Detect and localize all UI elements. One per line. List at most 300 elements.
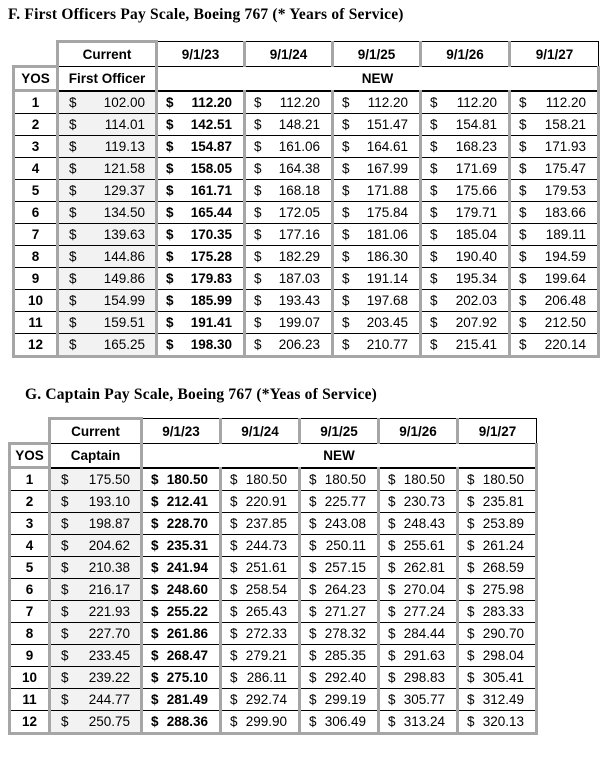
yos-cell: 2 <box>10 491 50 513</box>
new-pay-cell <box>421 268 510 290</box>
currency-symbol: $ <box>69 271 77 286</box>
pay-rate-value: 212.41 <box>166 494 208 509</box>
currency-symbol: $ <box>166 271 174 286</box>
pay-rate-value: 253.89 <box>482 516 524 531</box>
pay-table-row <box>14 202 599 224</box>
pay-rate-value: 243.08 <box>324 516 366 531</box>
pay-rate-value: 235.81 <box>482 494 524 509</box>
currency-symbol: $ <box>309 516 317 531</box>
currency-symbol: $ <box>230 582 238 597</box>
currency-symbol: $ <box>519 271 527 286</box>
pay-rate-value: 248.60 <box>166 582 208 597</box>
currency-symbol: $ <box>230 560 238 575</box>
pay-table-row <box>14 334 599 357</box>
currency-symbol: $ <box>388 560 396 575</box>
currency-symbol: $ <box>166 117 174 132</box>
pay-rate-value: 171.93 <box>544 139 586 154</box>
currency-symbol: $ <box>69 94 77 110</box>
current-pay-cell <box>58 290 157 312</box>
new-pay-cell <box>157 312 245 334</box>
currency-symbol: $ <box>342 117 350 132</box>
new-pay-cell <box>300 468 379 491</box>
pay-rate-value: 233.45 <box>88 648 130 663</box>
new-pay-cell <box>221 711 300 734</box>
new-pay-cell <box>333 290 421 312</box>
new-pay-cell <box>379 579 458 601</box>
pay-rate-value: 275.10 <box>166 670 208 685</box>
current-pay-cell <box>50 468 142 491</box>
pay-table-row <box>10 667 537 689</box>
new-pay-cell <box>300 667 379 689</box>
currency-symbol: $ <box>467 670 475 685</box>
current-pay-cell <box>58 136 157 158</box>
new-pay-cell <box>333 114 421 136</box>
pay-rate-value: 161.71 <box>190 183 232 198</box>
new-pay-cell <box>142 468 221 491</box>
new-pay-cell <box>421 136 510 158</box>
currency-symbol: $ <box>342 139 350 154</box>
pay-rate-value: 180.50 <box>482 471 524 487</box>
current-pay-cell <box>50 645 142 667</box>
new-pay-cell <box>333 246 421 268</box>
currency-symbol: $ <box>61 494 69 509</box>
currency-symbol: $ <box>430 183 438 198</box>
currency-symbol: $ <box>254 227 262 242</box>
current-pay-cell <box>50 623 142 645</box>
pay-rate-value: 220.14 <box>544 337 586 352</box>
currency-symbol: $ <box>166 315 174 330</box>
currency-symbol: $ <box>151 538 159 553</box>
currency-symbol: $ <box>388 494 396 509</box>
new-pay-cell <box>157 180 245 202</box>
new-pay-cell <box>458 623 537 645</box>
pay-rate-value: 168.18 <box>278 183 320 198</box>
yos-cell: 7 <box>10 601 50 623</box>
new-span-header: NEW <box>157 67 599 91</box>
new-pay-cell <box>142 689 221 711</box>
currency-symbol: $ <box>151 670 159 685</box>
currency-symbol: $ <box>61 538 69 553</box>
currency-symbol: $ <box>388 692 396 707</box>
new-pay-cell <box>245 114 333 136</box>
new-pay-cell <box>245 268 333 290</box>
pay-rate-value: 230.73 <box>403 494 445 509</box>
pay-rate-value: 292.40 <box>324 670 366 685</box>
pay-rate-value: 202.03 <box>455 293 497 308</box>
currency-symbol: $ <box>342 94 350 110</box>
new-pay-cell <box>300 689 379 711</box>
new-pay-cell <box>245 224 333 246</box>
currency-symbol: $ <box>467 626 475 641</box>
pay-rate-value: 198.87 <box>88 516 130 531</box>
pay-rate-value: 305.41 <box>482 670 524 685</box>
pay-rate-value: 288.36 <box>166 714 208 729</box>
pay-rate-value: 183.66 <box>544 205 586 220</box>
new-pay-cell <box>245 136 333 158</box>
currency-symbol: $ <box>519 94 527 110</box>
yos-cell: 7 <box>14 224 58 246</box>
pay-table-row <box>14 114 599 136</box>
currency-symbol: $ <box>166 227 174 242</box>
new-pay-cell <box>142 601 221 623</box>
pay-rate-value: 275.98 <box>482 582 524 597</box>
currency-symbol: $ <box>309 670 317 685</box>
yos-cell: 11 <box>10 689 50 711</box>
pay-rate-value: 171.69 <box>455 161 497 176</box>
currency-symbol: $ <box>230 714 238 729</box>
new-pay-cell <box>379 667 458 689</box>
currency-symbol: $ <box>388 648 396 663</box>
current-pay-cell <box>58 334 157 357</box>
new-pay-cell <box>333 312 421 334</box>
pay-rate-value: 194.59 <box>544 249 586 264</box>
currency-symbol: $ <box>309 560 317 575</box>
currency-symbol: $ <box>61 560 69 575</box>
currency-symbol: $ <box>230 626 238 641</box>
pay-rate-value: 177.16 <box>278 227 320 242</box>
new-pay-cell <box>379 711 458 734</box>
pay-rate-value: 190.40 <box>455 249 497 264</box>
pay-table-row <box>10 468 537 491</box>
currency-symbol: $ <box>230 516 238 531</box>
pay-rate-value: 102.00 <box>103 94 145 110</box>
new-pay-cell <box>221 491 300 513</box>
pay-rate-value: 290.70 <box>482 626 524 641</box>
new-pay-cell <box>300 557 379 579</box>
yos-cell: 4 <box>14 158 58 180</box>
new-pay-cell <box>300 535 379 557</box>
currency-symbol: $ <box>151 692 159 707</box>
currency-symbol: $ <box>61 604 69 619</box>
pay-rate-value: 241.94 <box>166 560 208 575</box>
pay-table-row <box>14 268 599 290</box>
currency-symbol: $ <box>309 714 317 729</box>
currency-symbol: $ <box>151 626 159 641</box>
currency-symbol: $ <box>230 648 238 663</box>
currency-symbol: $ <box>61 582 69 597</box>
currency-symbol: $ <box>388 714 396 729</box>
currency-symbol: $ <box>519 205 527 220</box>
pay-rate-value: 154.87 <box>190 139 232 154</box>
currency-symbol: $ <box>342 227 350 242</box>
new-pay-cell <box>379 535 458 557</box>
corner-blank-cell <box>14 42 58 67</box>
current-pay-cell <box>50 513 142 535</box>
pay-table-row <box>10 711 537 734</box>
currency-symbol: $ <box>309 471 317 487</box>
currency-symbol: $ <box>467 560 475 575</box>
pay-rate-value: 175.50 <box>88 471 130 487</box>
pay-rate-value: 292.74 <box>245 692 287 707</box>
new-pay-cell <box>510 224 599 246</box>
yos-cell: 9 <box>10 645 50 667</box>
date-column-header: 9/1/24 <box>245 42 333 67</box>
currency-symbol: $ <box>388 516 396 531</box>
pay-rate-value: 235.31 <box>166 538 208 553</box>
new-pay-cell <box>221 579 300 601</box>
yos-cell: 10 <box>10 667 50 689</box>
currency-symbol: $ <box>430 227 438 242</box>
date-column-header: 9/1/25 <box>300 419 379 444</box>
new-pay-cell <box>510 114 599 136</box>
header-row-labels <box>14 67 599 91</box>
pay-rate-value: 206.23 <box>278 337 320 352</box>
pay-rate-value: 281.49 <box>166 692 208 707</box>
pay-rate-value: 210.77 <box>366 337 408 352</box>
currency-symbol: $ <box>151 516 159 531</box>
currency-symbol: $ <box>254 315 262 330</box>
currency-symbol: $ <box>342 249 350 264</box>
currency-symbol: $ <box>430 205 438 220</box>
pay-table-row <box>10 579 537 601</box>
pay-rate-value: 221.93 <box>88 604 130 619</box>
currency-symbol: $ <box>519 161 527 176</box>
pay-rate-value: 180.50 <box>245 471 287 487</box>
pay-rate-value: 255.22 <box>166 604 208 619</box>
pay-rate-value: 179.53 <box>544 183 586 198</box>
new-pay-cell <box>157 224 245 246</box>
new-pay-cell <box>142 645 221 667</box>
pay-rate-value: 284.44 <box>403 626 445 641</box>
date-column-header: 9/1/25 <box>333 42 421 67</box>
pay-table-row <box>14 246 599 268</box>
new-pay-cell <box>245 246 333 268</box>
new-pay-cell <box>510 246 599 268</box>
new-pay-cell <box>221 667 300 689</box>
new-pay-cell <box>300 579 379 601</box>
new-pay-cell <box>510 290 599 312</box>
pay-rate-value: 298.83 <box>403 670 445 685</box>
new-pay-cell <box>458 491 537 513</box>
currency-symbol: $ <box>388 582 396 597</box>
first-officer-pay-table <box>12 40 600 358</box>
new-pay-cell <box>379 623 458 645</box>
current-pay-cell <box>58 114 157 136</box>
currency-symbol: $ <box>61 648 69 663</box>
pay-rate-value: 215.41 <box>455 337 497 352</box>
current-pay-cell <box>58 268 157 290</box>
pay-rate-value: 112.20 <box>191 94 232 110</box>
new-pay-cell <box>510 136 599 158</box>
new-pay-cell <box>421 91 510 114</box>
pay-rate-value: 181.06 <box>366 227 408 242</box>
currency-symbol: $ <box>166 94 174 110</box>
pay-rate-value: 291.63 <box>403 648 445 663</box>
currency-symbol: $ <box>467 494 475 509</box>
new-pay-cell <box>142 491 221 513</box>
pay-rate-value: 279.21 <box>245 648 287 663</box>
new-pay-cell <box>142 535 221 557</box>
pay-rate-value: 258.54 <box>245 582 287 597</box>
pay-rate-value: 185.04 <box>455 227 497 242</box>
new-pay-cell <box>300 623 379 645</box>
new-pay-cell <box>157 268 245 290</box>
pay-rate-value: 171.88 <box>366 183 408 198</box>
currency-symbol: $ <box>388 670 396 685</box>
pay-rate-value: 191.41 <box>190 315 232 330</box>
pay-rate-value: 193.43 <box>278 293 320 308</box>
currency-symbol: $ <box>342 271 350 286</box>
pay-table-row <box>10 491 537 513</box>
pay-rate-value: 186.30 <box>366 249 408 264</box>
yos-cell: 11 <box>14 312 58 334</box>
yos-cell: 6 <box>10 579 50 601</box>
new-pay-cell <box>245 180 333 202</box>
currency-symbol: $ <box>254 94 262 110</box>
pay-rate-value: 207.92 <box>455 315 497 330</box>
pay-rate-value: 228.70 <box>166 516 208 531</box>
new-pay-cell <box>157 290 245 312</box>
currency-symbol: $ <box>254 337 262 352</box>
currency-symbol: $ <box>430 139 438 154</box>
currency-symbol: $ <box>430 117 438 132</box>
pay-rate-value: 264.23 <box>324 582 366 597</box>
pay-rate-value: 277.24 <box>403 604 445 619</box>
new-pay-cell <box>421 114 510 136</box>
role-column-header: Captain <box>50 444 142 468</box>
currency-symbol: $ <box>519 139 527 154</box>
new-pay-cell <box>333 136 421 158</box>
pay-rate-value: 175.66 <box>455 183 497 198</box>
currency-symbol: $ <box>166 337 174 352</box>
currency-symbol: $ <box>342 183 350 198</box>
pay-table-row <box>10 601 537 623</box>
pay-table-row <box>10 689 537 711</box>
pay-rate-value: 262.81 <box>403 560 445 575</box>
currency-symbol: $ <box>519 315 527 330</box>
pay-rate-value: 285.35 <box>324 648 366 663</box>
new-pay-cell <box>221 557 300 579</box>
current-pay-cell <box>50 491 142 513</box>
currency-symbol: $ <box>61 714 69 729</box>
currency-symbol: $ <box>519 293 527 308</box>
yos-cell: 1 <box>10 468 50 491</box>
pay-rate-value: 299.90 <box>245 714 287 729</box>
current-pay-cell <box>50 579 142 601</box>
new-pay-cell <box>221 535 300 557</box>
currency-symbol: $ <box>519 337 527 352</box>
pay-rate-value: 167.99 <box>366 161 408 176</box>
pay-rate-value: 180.50 <box>324 471 366 487</box>
pay-rate-value: 165.44 <box>190 205 232 220</box>
currency-symbol: $ <box>254 249 262 264</box>
pay-rate-value: 237.85 <box>245 516 287 531</box>
pay-rate-value: 164.38 <box>278 161 320 176</box>
pay-table-row <box>10 623 537 645</box>
header-row-dates <box>14 42 599 67</box>
pay-rate-value: 244.73 <box>245 538 287 553</box>
current-pay-cell <box>50 535 142 557</box>
new-pay-cell <box>300 601 379 623</box>
new-pay-cell <box>245 312 333 334</box>
yos-cell: 4 <box>10 535 50 557</box>
pay-rate-value: 210.38 <box>88 560 130 575</box>
new-pay-cell <box>379 513 458 535</box>
new-pay-cell <box>458 535 537 557</box>
yos-cell: 12 <box>10 711 50 734</box>
pay-rate-value: 306.49 <box>324 714 366 729</box>
pay-rate-value: 179.71 <box>455 205 497 220</box>
new-pay-cell <box>157 202 245 224</box>
pay-rate-value: 299.19 <box>324 692 366 707</box>
currency-symbol: $ <box>430 161 438 176</box>
currency-symbol: $ <box>309 582 317 597</box>
current-pay-cell <box>58 91 157 114</box>
currency-symbol: $ <box>254 183 262 198</box>
currency-symbol: $ <box>467 516 475 531</box>
new-pay-cell <box>510 91 599 114</box>
new-pay-cell <box>421 246 510 268</box>
new-pay-cell <box>458 645 537 667</box>
current-pay-cell <box>50 711 142 734</box>
pay-rate-value: 278.32 <box>324 626 366 641</box>
currency-symbol: $ <box>151 494 159 509</box>
yos-column-header: YOS <box>14 67 58 91</box>
new-span-header: NEW <box>142 444 537 468</box>
pay-rate-value: 198.30 <box>190 337 232 352</box>
currency-symbol: $ <box>388 538 396 553</box>
new-pay-cell <box>300 513 379 535</box>
currency-symbol: $ <box>430 249 438 264</box>
currency-symbol: $ <box>342 337 350 352</box>
new-pay-cell <box>142 711 221 734</box>
new-pay-cell <box>458 579 537 601</box>
pay-rate-value: 154.99 <box>103 293 145 308</box>
pay-rate-value: 161.06 <box>278 139 320 154</box>
current-pay-cell <box>58 246 157 268</box>
new-pay-cell <box>157 91 245 114</box>
currency-symbol: $ <box>254 205 262 220</box>
currency-symbol: $ <box>61 516 69 531</box>
pay-rate-value: 212.50 <box>544 315 586 330</box>
currency-symbol: $ <box>309 648 317 663</box>
pay-rate-value: 268.47 <box>166 648 208 663</box>
currency-symbol: $ <box>342 315 350 330</box>
current-pay-cell <box>50 557 142 579</box>
currency-symbol: $ <box>151 604 159 619</box>
new-pay-cell <box>245 290 333 312</box>
pay-rate-value: 244.77 <box>88 692 130 707</box>
currency-symbol: $ <box>69 205 77 220</box>
new-pay-cell <box>421 224 510 246</box>
new-pay-cell <box>221 689 300 711</box>
new-pay-cell <box>421 290 510 312</box>
current-column-header: Current <box>50 419 142 444</box>
pay-rate-value: 216.17 <box>88 582 130 597</box>
pay-rate-value: 255.61 <box>403 538 445 553</box>
currency-symbol: $ <box>61 626 69 641</box>
pay-rate-value: 165.25 <box>103 337 145 352</box>
pay-rate-value: 154.81 <box>455 117 497 132</box>
pay-rate-value: 142.51 <box>190 117 232 132</box>
currency-symbol: $ <box>430 94 438 110</box>
header-row-labels <box>10 444 537 468</box>
pay-rate-value: 197.68 <box>366 293 408 308</box>
role-column-header: First Officer <box>58 67 157 91</box>
pay-rate-value: 158.05 <box>190 161 232 176</box>
yos-cell: 5 <box>14 180 58 202</box>
currency-symbol: $ <box>254 271 262 286</box>
currency-symbol: $ <box>388 604 396 619</box>
yos-cell: 6 <box>14 202 58 224</box>
new-pay-cell <box>245 91 333 114</box>
currency-symbol: $ <box>309 494 317 509</box>
pay-rate-value: 261.86 <box>166 626 208 641</box>
currency-symbol: $ <box>151 582 159 597</box>
pay-rate-value: 149.86 <box>103 271 145 286</box>
pay-rate-value: 251.61 <box>245 560 287 575</box>
yos-cell: 3 <box>10 513 50 535</box>
